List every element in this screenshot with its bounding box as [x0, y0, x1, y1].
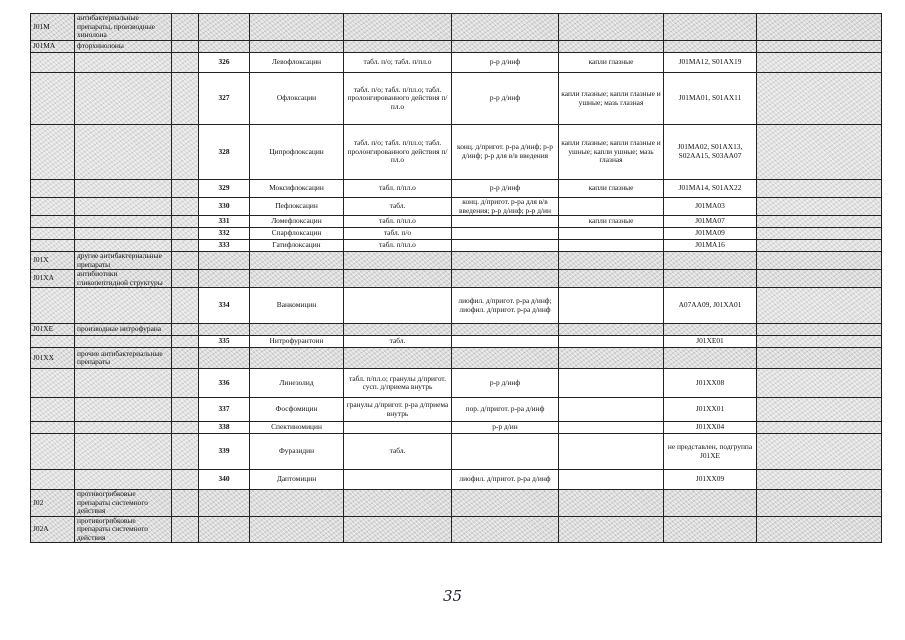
- atc-code: J01MA14, S01AX22: [664, 180, 757, 198]
- empty-cell: [172, 252, 199, 270]
- atc-group-code: [31, 369, 75, 398]
- empty-cell: [344, 270, 452, 288]
- dosage-form-topical: [559, 369, 664, 398]
- drug-name: Пефлоксацин: [250, 198, 344, 216]
- empty-cell: [757, 125, 882, 180]
- drug-name: Спектиномицин: [250, 422, 344, 434]
- atc-group-code: J02: [31, 490, 75, 517]
- empty-cell: [344, 490, 452, 517]
- empty-cell: [664, 516, 757, 543]
- dosage-form-injection: р-р д/инф: [452, 180, 559, 198]
- empty-cell: [757, 422, 882, 434]
- dosage-form-injection: [452, 228, 559, 240]
- empty-cell: [757, 490, 882, 517]
- empty-cell: [172, 516, 199, 543]
- dosage-form-oral: [344, 288, 452, 324]
- atc-group-code: [31, 470, 75, 490]
- empty-cell: [250, 516, 344, 543]
- empty-cell: [344, 516, 452, 543]
- empty-cell: [172, 470, 199, 490]
- empty-cell: [452, 324, 559, 336]
- drug-number: 334: [199, 288, 250, 324]
- drug-number: 340: [199, 470, 250, 490]
- atc-group-name: антибактериальные препараты, производные хинолона: [75, 14, 172, 41]
- atc-group-name: [75, 53, 172, 73]
- atc-group-name: [75, 198, 172, 216]
- atc-group-code: [31, 216, 75, 228]
- empty-cell: [344, 14, 452, 41]
- atc-group-name: [75, 369, 172, 398]
- dosage-form-injection: р-р д/инф: [452, 53, 559, 73]
- atc-group-name: [75, 125, 172, 180]
- dosage-form-oral: табл. п/о; табл. п/пл.о: [344, 53, 452, 73]
- drug-name: Моксифлоксацин: [250, 180, 344, 198]
- dosage-form-injection: [452, 336, 559, 348]
- empty-cell: [452, 516, 559, 543]
- atc-group-name: фторхинолоны: [75, 41, 172, 53]
- atc-group-name: [75, 73, 172, 125]
- empty-cell: [172, 41, 199, 53]
- empty-cell: [172, 125, 199, 180]
- dosage-form-oral: табл.: [344, 434, 452, 470]
- empty-cell: [172, 14, 199, 41]
- empty-cell: [172, 434, 199, 470]
- empty-cell: [757, 41, 882, 53]
- dosage-form-injection: пор. д/пригот. р-ра д/инф: [452, 398, 559, 422]
- empty-cell: [199, 14, 250, 41]
- atc-group-code: J01XA: [31, 270, 75, 288]
- drug-row: [31, 422, 882, 434]
- drug-number: 332: [199, 228, 250, 240]
- group-row: [31, 490, 882, 517]
- empty-cell: [664, 348, 757, 369]
- empty-cell: [172, 336, 199, 348]
- drug-name: Ломефлоксацин: [250, 216, 344, 228]
- atc-group-code: [31, 434, 75, 470]
- dosage-form-injection: лиофил. д/пригот. р-ра д/инф: [452, 470, 559, 490]
- empty-cell: [757, 180, 882, 198]
- group-row: [31, 270, 882, 288]
- drug-row: [31, 288, 882, 324]
- atc-code: J01MA03: [664, 198, 757, 216]
- empty-cell: [757, 288, 882, 324]
- atc-group-code: [31, 398, 75, 422]
- empty-cell: [344, 252, 452, 270]
- empty-cell: [344, 324, 452, 336]
- drug-name: Даптомицин: [250, 470, 344, 490]
- empty-cell: [664, 490, 757, 517]
- empty-cell: [757, 53, 882, 73]
- drug-row: [31, 73, 882, 125]
- drug-name: Фуразидин: [250, 434, 344, 470]
- atc-group-code: [31, 288, 75, 324]
- dosage-form-topical: капли глазные; капли глазные и ушные; капли ушные; мазь глазная: [559, 125, 664, 180]
- atc-group-name: [75, 434, 172, 470]
- drug-number: 327: [199, 73, 250, 125]
- drug-row: [31, 240, 882, 252]
- empty-cell: [757, 216, 882, 228]
- atc-group-code: [31, 336, 75, 348]
- empty-cell: [757, 270, 882, 288]
- empty-cell: [172, 270, 199, 288]
- empty-cell: [250, 252, 344, 270]
- dosage-form-oral: табл. п/о: [344, 228, 452, 240]
- empty-cell: [757, 324, 882, 336]
- empty-cell: [757, 516, 882, 543]
- drug-name: Левофлоксацин: [250, 53, 344, 73]
- dosage-form-topical: капли глазные; капли глазные и ушные; мазь глазная: [559, 73, 664, 125]
- drug-row: [31, 228, 882, 240]
- drug-number: 338: [199, 422, 250, 434]
- drug-name: Нитрофурантоин: [250, 336, 344, 348]
- drug-number: 336: [199, 369, 250, 398]
- empty-cell: [172, 228, 199, 240]
- drug-row: [31, 53, 882, 73]
- atc-group-code: J01MA: [31, 41, 75, 53]
- drug-number: 339: [199, 434, 250, 470]
- atc-group-name: [75, 336, 172, 348]
- dosage-form-injection: [452, 240, 559, 252]
- atc-code: J01XX09: [664, 470, 757, 490]
- atc-group-name: противогрибковые препараты системного действия: [75, 516, 172, 543]
- drug-number: 337: [199, 398, 250, 422]
- drug-name: Ванкомицин: [250, 288, 344, 324]
- drug-number: 330: [199, 198, 250, 216]
- drug-row: [31, 470, 882, 490]
- dosage-form-topical: [559, 288, 664, 324]
- empty-cell: [757, 14, 882, 41]
- empty-cell: [452, 41, 559, 53]
- empty-cell: [664, 41, 757, 53]
- empty-cell: [452, 490, 559, 517]
- atc-code: J01MA12, S01AX19: [664, 53, 757, 73]
- drug-name: Линезолид: [250, 369, 344, 398]
- atc-group-code: [31, 125, 75, 180]
- dosage-form-topical: капли глазные: [559, 53, 664, 73]
- dosage-form-injection: конц. д/пригот. р-ра для в/в введения; р-р д/инф; р-р д/ин: [452, 198, 559, 216]
- dosage-form-injection: лиофил. д/пригот. р-ра д/инф; лиофил. д/пригот. р-ра д/инф: [452, 288, 559, 324]
- dosage-form-injection: р-р д/ин: [452, 422, 559, 434]
- empty-cell: [199, 252, 250, 270]
- empty-cell: [664, 270, 757, 288]
- atc-group-code: [31, 73, 75, 125]
- atc-group-name: [75, 180, 172, 198]
- group-row: [31, 252, 882, 270]
- drug-name: Фосфомицин: [250, 398, 344, 422]
- atc-group-code: J01X: [31, 252, 75, 270]
- dosage-form-injection: р-р д/инф: [452, 73, 559, 125]
- atc-group-name: производные нитрофурана: [75, 324, 172, 336]
- atc-code: J01MA07: [664, 216, 757, 228]
- empty-cell: [172, 240, 199, 252]
- empty-cell: [199, 490, 250, 517]
- group-row: [31, 324, 882, 336]
- dosage-form-oral: табл. п/пл.о: [344, 180, 452, 198]
- atc-code: J01MA01, S01AX11: [664, 73, 757, 125]
- group-row: [31, 41, 882, 53]
- atc-group-name: прочие антибактериальные препараты: [75, 348, 172, 369]
- drug-row: [31, 434, 882, 470]
- drug-row: [31, 198, 882, 216]
- dosage-form-oral: [344, 470, 452, 490]
- atc-group-name: противогрибковые препараты системного действия: [75, 490, 172, 517]
- atc-group-name: антибиотики гликопептидной структуры: [75, 270, 172, 288]
- empty-cell: [559, 348, 664, 369]
- empty-cell: [664, 14, 757, 41]
- empty-cell: [172, 53, 199, 73]
- empty-cell: [452, 270, 559, 288]
- empty-cell: [757, 228, 882, 240]
- dosage-form-oral: гранулы д/пригот. р-ра д/приема внутрь: [344, 398, 452, 422]
- empty-cell: [250, 14, 344, 41]
- empty-cell: [172, 288, 199, 324]
- group-row: [31, 14, 882, 41]
- dosage-form-topical: [559, 240, 664, 252]
- empty-cell: [757, 252, 882, 270]
- atc-code: J01XX01: [664, 398, 757, 422]
- dosage-form-topical: [559, 434, 664, 470]
- empty-cell: [757, 398, 882, 422]
- atc-group-code: [31, 198, 75, 216]
- atc-group-code: [31, 422, 75, 434]
- dosage-form-injection: р-р д/инф: [452, 369, 559, 398]
- atc-group-name: [75, 470, 172, 490]
- group-row: [31, 516, 882, 543]
- empty-cell: [250, 490, 344, 517]
- empty-cell: [757, 369, 882, 398]
- drug-name: Спарфлоксацин: [250, 228, 344, 240]
- dosage-form-injection: конц. д/пригот. р-ра д/инф; р-р д/инф; р-р для в/в введения: [452, 125, 559, 180]
- empty-cell: [559, 41, 664, 53]
- dosage-form-oral: табл.: [344, 336, 452, 348]
- atc-code: J01MA02, S01AX13, S02AA15, S03AA07: [664, 125, 757, 180]
- atc-group-name: [75, 228, 172, 240]
- empty-cell: [344, 348, 452, 369]
- drug-number: 329: [199, 180, 250, 198]
- drug-row: [31, 216, 882, 228]
- atc-code: J01XX08: [664, 369, 757, 398]
- empty-cell: [199, 270, 250, 288]
- empty-cell: [559, 324, 664, 336]
- drug-number: 328: [199, 125, 250, 180]
- document-page: [30, 13, 882, 543]
- dosage-form-topical: [559, 398, 664, 422]
- atc-code: J01XX04: [664, 422, 757, 434]
- empty-cell: [172, 490, 199, 517]
- atc-group-code: [31, 53, 75, 73]
- empty-cell: [664, 252, 757, 270]
- dosage-form-topical: [559, 336, 664, 348]
- empty-cell: [172, 398, 199, 422]
- dosage-form-oral: табл. п/о; табл. п/пл.о; табл. пролонгированного действия п/пл.о: [344, 125, 452, 180]
- empty-cell: [664, 324, 757, 336]
- atc-group-code: [31, 228, 75, 240]
- atc-group-code: J02A: [31, 516, 75, 543]
- empty-cell: [250, 270, 344, 288]
- group-row: [31, 348, 882, 369]
- empty-cell: [559, 14, 664, 41]
- atc-group-name: [75, 216, 172, 228]
- empty-cell: [250, 41, 344, 53]
- drug-row: [31, 336, 882, 348]
- empty-cell: [757, 240, 882, 252]
- atc-group-code: J01XX: [31, 348, 75, 369]
- dosage-form-injection: [452, 216, 559, 228]
- empty-cell: [172, 422, 199, 434]
- atc-code: не представлен, подгруппа J01XE: [664, 434, 757, 470]
- drug-name: Офлоксацин: [250, 73, 344, 125]
- dosage-form-topical: капли глазные: [559, 216, 664, 228]
- atc-group-name: [75, 422, 172, 434]
- empty-cell: [199, 516, 250, 543]
- empty-cell: [452, 14, 559, 41]
- empty-cell: [452, 252, 559, 270]
- empty-cell: [757, 198, 882, 216]
- atc-group-code: [31, 180, 75, 198]
- empty-cell: [172, 198, 199, 216]
- empty-cell: [757, 470, 882, 490]
- dosage-form-oral: [344, 422, 452, 434]
- atc-group-code: J01M: [31, 14, 75, 41]
- dosage-form-topical: [559, 228, 664, 240]
- drug-registry-table: [30, 13, 882, 543]
- drug-number: 331: [199, 216, 250, 228]
- empty-cell: [172, 180, 199, 198]
- empty-cell: [199, 41, 250, 53]
- empty-cell: [559, 490, 664, 517]
- dosage-form-oral: табл. п/пл.о; гранулы д/пригот. сусп. д/приема внутрь: [344, 369, 452, 398]
- empty-cell: [757, 336, 882, 348]
- empty-cell: [172, 216, 199, 228]
- atc-group-code: J01XE: [31, 324, 75, 336]
- atc-group-name: другие антибактериальные препараты: [75, 252, 172, 270]
- drug-row: [31, 125, 882, 180]
- page-number: 35: [442, 587, 463, 605]
- atc-group-code: [31, 240, 75, 252]
- empty-cell: [250, 348, 344, 369]
- atc-group-name: [75, 398, 172, 422]
- empty-cell: [757, 73, 882, 125]
- empty-cell: [452, 348, 559, 369]
- drug-row: [31, 369, 882, 398]
- dosage-form-topical: капли глазные: [559, 180, 664, 198]
- drug-row: [31, 180, 882, 198]
- empty-cell: [172, 348, 199, 369]
- empty-cell: [559, 252, 664, 270]
- atc-code: J01XE01: [664, 336, 757, 348]
- empty-cell: [559, 270, 664, 288]
- atc-group-name: [75, 240, 172, 252]
- dosage-form-topical: [559, 198, 664, 216]
- empty-cell: [250, 324, 344, 336]
- empty-cell: [757, 348, 882, 369]
- drug-number: 333: [199, 240, 250, 252]
- dosage-form-injection: [452, 434, 559, 470]
- empty-cell: [757, 434, 882, 470]
- empty-cell: [559, 516, 664, 543]
- dosage-form-topical: [559, 422, 664, 434]
- atc-code: J01MA16: [664, 240, 757, 252]
- empty-cell: [199, 324, 250, 336]
- dosage-form-topical: [559, 470, 664, 490]
- dosage-form-oral: табл. п/пл.о: [344, 240, 452, 252]
- dosage-form-oral: табл.: [344, 198, 452, 216]
- atc-code: A07AA09, J01XA01: [664, 288, 757, 324]
- empty-cell: [344, 41, 452, 53]
- atc-group-name: [75, 288, 172, 324]
- drug-number: 326: [199, 53, 250, 73]
- atc-code: J01MA09: [664, 228, 757, 240]
- dosage-form-oral: табл. п/пл.о: [344, 216, 452, 228]
- dosage-form-oral: табл. п/о; табл. п/пл.о; табл. пролонгированного действия п/пл.о: [344, 73, 452, 125]
- empty-cell: [172, 324, 199, 336]
- drug-row: [31, 398, 882, 422]
- empty-cell: [172, 369, 199, 398]
- empty-cell: [199, 348, 250, 369]
- drug-number: 335: [199, 336, 250, 348]
- drug-name: Ципрофлоксацин: [250, 125, 344, 180]
- empty-cell: [172, 73, 199, 125]
- drug-name: Гатифлоксацин: [250, 240, 344, 252]
